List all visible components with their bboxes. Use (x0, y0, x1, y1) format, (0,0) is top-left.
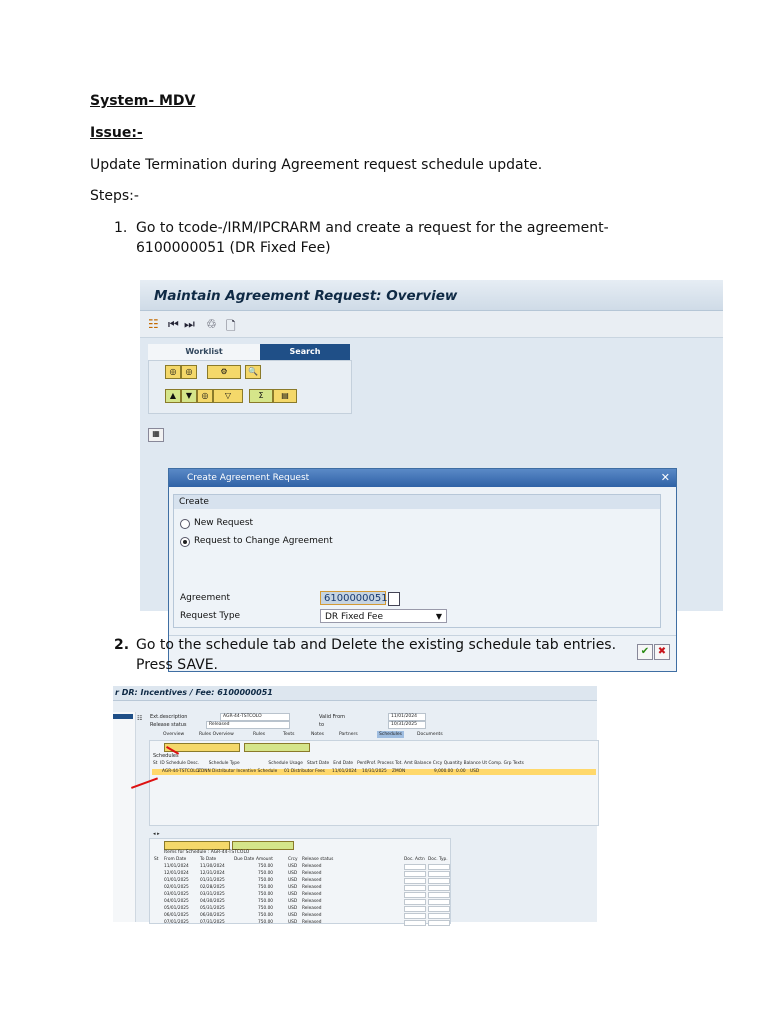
create-group (173, 494, 661, 628)
item-docactn-select[interactable] (404, 920, 426, 926)
item-amount: 750.00 (258, 864, 274, 869)
issue-heading: Issue:- (90, 125, 143, 141)
item-to: 05/31/2025 (200, 906, 225, 911)
items-toolbar[interactable] (164, 841, 230, 850)
issue-description: Update Termination during Agreement request schedule update. (90, 157, 543, 173)
schedule-row[interactable] (152, 769, 596, 775)
item-doctyp-select[interactable] (428, 885, 450, 891)
confirm-button[interactable]: ✔ (637, 644, 653, 660)
sched-col-crcy: Crcy (432, 761, 443, 766)
item-amount: 750.00 (258, 878, 274, 883)
tab-partners[interactable]: Partners (339, 732, 358, 737)
item-status: Released (302, 885, 322, 890)
item-docactn-select[interactable] (404, 899, 426, 905)
to-label: to (319, 722, 325, 728)
other-object-icon[interactable]: ♲ (206, 317, 217, 331)
request-type-select[interactable] (320, 609, 447, 623)
radio-change-agreement-label: Request to Change Agreement (194, 536, 333, 546)
item-amount: 750.00 (258, 913, 274, 918)
chevron-down-icon: ▼ (435, 612, 442, 621)
item-row[interactable] (152, 920, 448, 925)
item-to: 01/31/2025 (200, 878, 225, 883)
item-status: Released (302, 864, 322, 869)
tab-texts[interactable]: Texts (283, 732, 295, 737)
sched-col-type: Schedule Type (208, 761, 240, 766)
item-doctyp-select[interactable] (428, 878, 450, 884)
item-from: 01/01/2025 (164, 878, 189, 883)
item-from: 07/01/2025 (164, 920, 189, 925)
tree-icon[interactable]: ☷ (148, 317, 159, 331)
worklist-search-tabs (148, 344, 350, 360)
step-1-line-1: Go to tcode-/IRM/IPCRARM and create a request for the agreement- (136, 220, 609, 236)
valid-from-field[interactable] (388, 713, 426, 721)
item-crcy: USD (288, 899, 298, 904)
sap-screen-title: Maintain Agreement Request: Overview (154, 288, 458, 304)
side-panel-icon[interactable]: ▦ (148, 428, 164, 442)
item-crcy: USD (288, 871, 298, 876)
sched-totamt: 9,000.00 (434, 769, 454, 774)
item-status: Released (302, 878, 322, 883)
item-doctyp-select[interactable] (428, 913, 450, 919)
item-crcy: USD (288, 920, 298, 925)
valid-from-label: Valid From (319, 714, 346, 720)
item-from: 04/01/2025 (164, 899, 189, 904)
item-crcy: USD (288, 885, 298, 890)
item-from: 12/01/2024 (164, 871, 189, 876)
sap-title-bar (140, 280, 723, 311)
item-status: Released (302, 892, 322, 897)
step-1-number: 1. (114, 220, 128, 236)
last-page-icon[interactable]: ⏭ (184, 317, 195, 331)
dialog-header (169, 469, 676, 487)
to-value: 10/31/2025 (391, 722, 417, 727)
item-row[interactable] (152, 892, 448, 897)
items-col-to: To Date (200, 857, 217, 862)
tab-search[interactable]: Search (260, 344, 350, 360)
tab-documents[interactable]: Documents (417, 732, 443, 737)
item-docactn-select[interactable] (404, 871, 426, 877)
item-crcy: USD (288, 892, 298, 897)
item-status: Released (302, 899, 322, 904)
sched-col-usage: Schedule Usage (268, 761, 303, 766)
steps-heading: Steps:- (90, 188, 139, 204)
tab-rules-overview[interactable]: Rules Overview (199, 732, 234, 737)
sched-id: AGR-44-TSTCOLO (162, 769, 199, 774)
item-amount: 750.00 (258, 920, 274, 925)
item-crcy: USD (288, 878, 298, 883)
item-amount: 750.00 (258, 885, 274, 890)
value-help-icon[interactable] (388, 592, 400, 606)
sched-end: 10/31/2025 (362, 769, 387, 774)
item-from: 05/01/2025 (164, 906, 189, 911)
step-2 (114, 635, 736, 675)
item-to: 12/31/2024 (200, 871, 225, 876)
release-status-field[interactable] (206, 721, 290, 729)
item-crcy: USD (288, 906, 298, 911)
sched-crcy: USD (470, 769, 480, 774)
step-2-line-2: Press SAVE. (136, 657, 218, 673)
structure-icon[interactable]: ☷ (137, 715, 143, 722)
item-from: 11/01/2024 (164, 864, 189, 869)
items-col-amount: Amount (256, 857, 273, 862)
zoom-icon[interactable]: 🔍 (245, 365, 261, 379)
item-amount: 750.00 (258, 906, 274, 911)
items-header-row (152, 857, 448, 862)
item-doctyp-select[interactable] (428, 871, 450, 877)
item-row[interactable] (152, 913, 448, 918)
left-panel-tab[interactable] (113, 714, 133, 719)
items-col-st: St (154, 857, 159, 862)
tab-schedules[interactable]: Schedules (379, 732, 403, 737)
item-status: Released (302, 913, 322, 918)
release-status-label: Release status (150, 722, 187, 728)
sap-title-bar-2 (113, 686, 597, 701)
new-document-icon[interactable]: 🗋 (226, 319, 236, 333)
worklist-toolbar-panel (148, 360, 352, 414)
filter-icon[interactable]: ▽ (213, 389, 243, 403)
sched-col-totamt: Tot. Amt (395, 761, 413, 766)
item-row[interactable] (152, 906, 448, 911)
item-to: 02/28/2025 (200, 885, 225, 890)
item-from: 06/01/2025 (164, 913, 189, 918)
item-docactn-select[interactable] (404, 906, 426, 912)
sched-col-quantity: Quantity (443, 761, 463, 766)
item-amount: 750.00 (258, 892, 274, 897)
sched-usage: 01 Distributor Fees (284, 769, 325, 774)
items-col-crcy: Crcy (288, 857, 298, 862)
item-doctyp-select[interactable] (428, 906, 450, 912)
item-docactn-select[interactable] (404, 878, 426, 884)
items-label: Items for Schedule : AGR-44-TSTCOLO (164, 850, 250, 855)
items-col-doctyp: Doc. Typ. (428, 857, 448, 862)
step-1-line-2: 6100000051 (DR Fixed Fee) (136, 240, 331, 256)
find-next-icon[interactable]: ◎ (181, 365, 197, 379)
item-docactn-select[interactable] (404, 913, 426, 919)
sched-col-end: End Date (333, 761, 354, 766)
step-2-line-1: Go to the schedule tab and Delete the existing schedule tab entries. (136, 637, 617, 653)
radio-new-request[interactable] (180, 519, 190, 529)
item-row[interactable] (152, 878, 448, 883)
total-icon[interactable]: Σ (249, 389, 273, 403)
item-row[interactable] (152, 899, 448, 904)
ext-desc-value: AGR-44-TSTCOLO (223, 714, 262, 719)
tab-rules[interactable]: Rules (253, 732, 266, 737)
tab-notes[interactable]: Notes (311, 732, 324, 737)
sched-col-balance: Balance (414, 761, 432, 766)
sched-col-ut: Ut (482, 761, 488, 766)
ext-desc-label: Ext.description (150, 714, 188, 720)
settings-icon[interactable]: ⚙ (207, 365, 241, 379)
ext-desc-field[interactable] (220, 713, 290, 721)
radio-change-agreement[interactable] (180, 537, 190, 547)
sched-header-row (153, 761, 524, 766)
cancel-button[interactable]: ✖ (654, 644, 670, 660)
schedules-toolbar-2[interactable] (244, 743, 310, 752)
item-to: 11/30/2024 (200, 864, 225, 869)
sched-start: 11/01/2024 (332, 769, 357, 774)
items-area (149, 838, 451, 924)
sched-col-balance-2: Balance (463, 761, 481, 766)
item-doctyp-select[interactable] (428, 920, 450, 926)
sched-col-perdprof: PerdProf. (357, 761, 377, 766)
group-title: Create (174, 495, 660, 509)
agreement-input[interactable]: 6100000051 (320, 591, 386, 605)
item-doctyp-select[interactable] (428, 892, 450, 898)
schedules-label: Schedules (153, 753, 179, 759)
item-to: 07/31/2025 (200, 920, 225, 925)
item-amount: 750.00 (258, 899, 274, 904)
item-docactn-select[interactable] (404, 885, 426, 891)
request-type-value: DR Fixed Fee (325, 612, 383, 622)
items-toolbar-2[interactable] (232, 841, 294, 850)
items-col-status: Release status (302, 857, 334, 862)
radio-new-request-label: New Request (194, 518, 254, 528)
items-col-docactn: Doc. Actn (404, 857, 425, 862)
item-to: 04/30/2025 (200, 899, 225, 904)
sched-type: ZDNN Distributor Incentive Schedule (198, 769, 278, 774)
step-1 (114, 218, 736, 258)
item-doctyp-select[interactable] (428, 864, 450, 870)
item-from: 02/01/2025 (164, 885, 189, 890)
item-status: Released (302, 906, 322, 911)
step-2-number: 2. (114, 637, 130, 653)
item-to: 03/31/2025 (200, 892, 225, 897)
item-amount: 750.00 (258, 871, 274, 876)
sort-desc-icon[interactable]: ▼ (181, 389, 197, 403)
dialog-title: Create Agreement Request (187, 473, 310, 483)
tab-worklist[interactable]: Worklist (148, 344, 260, 360)
item-crcy: USD (288, 864, 298, 869)
item-docactn-select[interactable] (404, 864, 426, 870)
sap-screen-title-2: r DR: Incentives / Fee: 6100000051 (115, 688, 273, 697)
sched-col-st: St (153, 761, 158, 766)
sched-col-process: Process (377, 761, 394, 766)
sort-asc-icon[interactable]: ▲ (165, 389, 181, 403)
agreement-label: Agreement (180, 593, 230, 603)
item-status: Released (302, 920, 322, 925)
item-crcy: USD (288, 913, 298, 918)
schedules-area (149, 740, 599, 826)
find-icon[interactable]: ◎ (197, 389, 213, 403)
binoculars-icon[interactable]: ◎ (165, 365, 181, 379)
item-row[interactable] (152, 871, 448, 876)
item-from: 03/01/2025 (164, 892, 189, 897)
sched-col-compgrp: Comp. Grp (488, 761, 512, 766)
item-status: Released (302, 871, 322, 876)
export-icon[interactable]: ▤ (273, 389, 297, 403)
sched-col-texts: Texts (512, 761, 524, 766)
sched-col-id: ID Schedule Desc. (160, 761, 200, 766)
items-col-due: Due Date (234, 857, 255, 862)
sched-balance: 0.00 (456, 769, 466, 774)
to-field[interactable] (388, 721, 426, 729)
item-row[interactable] (152, 864, 448, 869)
valid-from-value: 11/01/2024 (391, 714, 417, 719)
item-doctyp-select[interactable] (428, 899, 450, 905)
sched-col-start: Start Date (306, 761, 330, 766)
scroll-arrows[interactable]: ◂ ▸ (153, 831, 160, 837)
tab-overview[interactable]: Overview (163, 732, 185, 737)
close-icon[interactable]: ✕ (660, 471, 670, 484)
item-to: 06/30/2025 (200, 913, 225, 918)
item-row[interactable] (152, 885, 448, 890)
left-panel (113, 712, 136, 922)
item-docactn-select[interactable] (404, 892, 426, 898)
sap-toolbar (140, 311, 723, 338)
items-col-from: From Date (164, 857, 187, 862)
first-page-icon[interactable]: ⏮ (168, 317, 179, 331)
detail-tabs (149, 731, 461, 738)
sched-perdprof: ZMON (392, 769, 406, 774)
release-status-value: Released (209, 722, 230, 727)
screenshot-schedules (113, 686, 597, 925)
system-heading: System- MDV (90, 93, 196, 109)
request-type-label: Request Type (180, 611, 241, 621)
